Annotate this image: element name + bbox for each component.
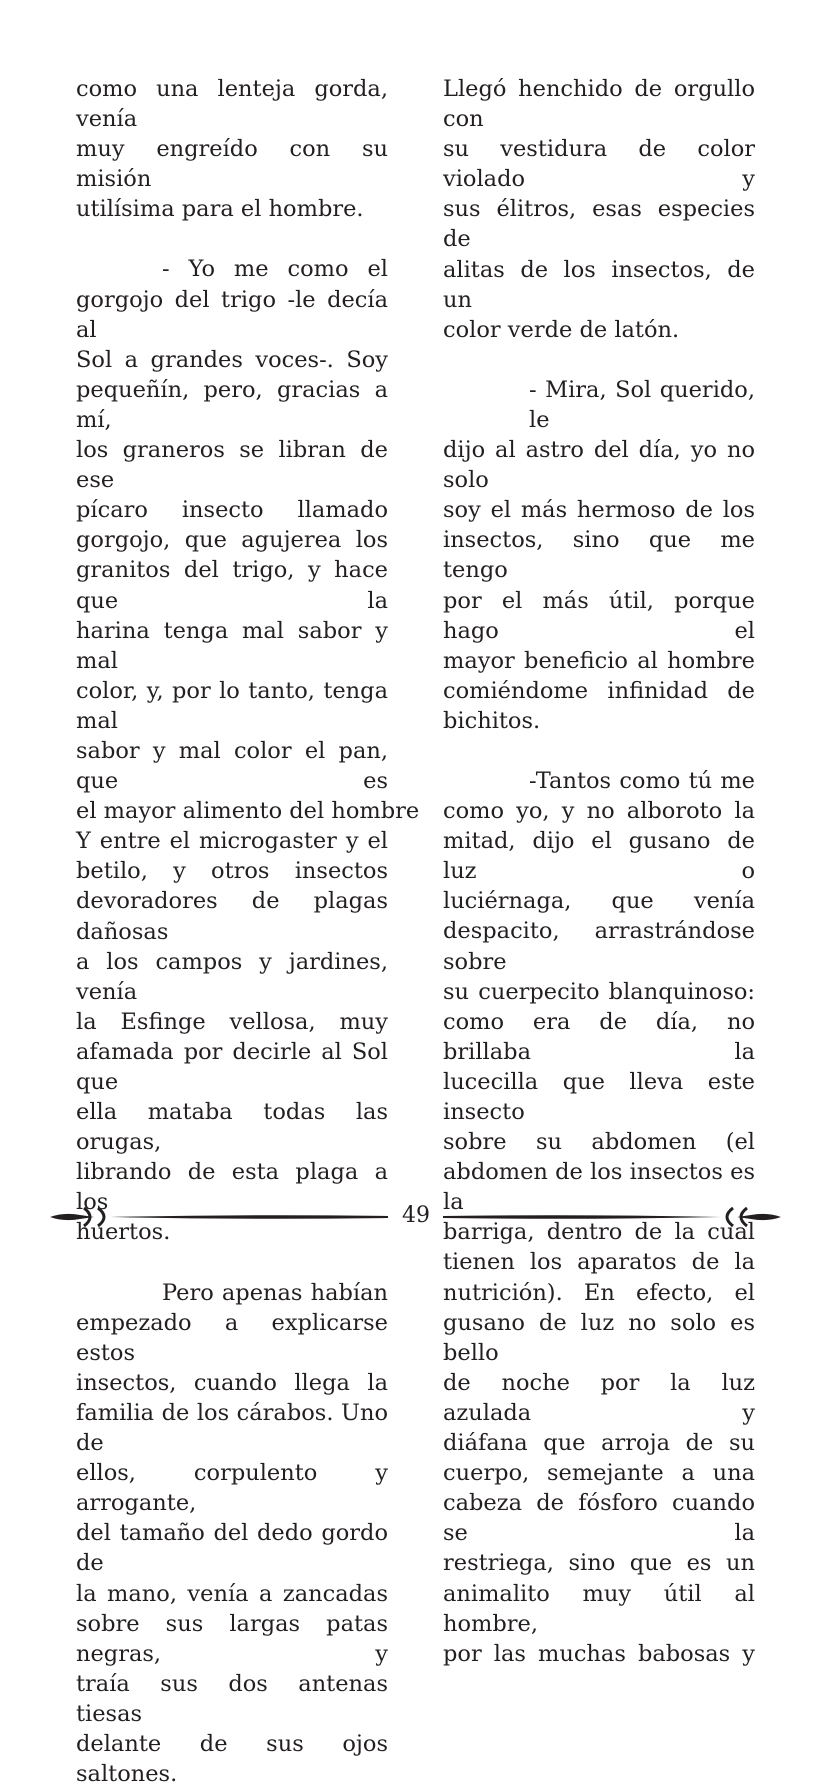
- text-line: Pero apenas habían: [162, 1279, 388, 1306]
- text-line: tienen los aparatos de la: [443, 1249, 755, 1276]
- text-line: barriga, dentro de la cual: [443, 1219, 755, 1246]
- text-line: luciérnaga, que venía: [443, 888, 755, 915]
- left-arrow-ornament-icon: [50, 1206, 388, 1228]
- text-line: por el más útil, porque hago el: [443, 587, 755, 644]
- text-line: bichitos.: [443, 707, 541, 734]
- page-footer: [0, 1198, 831, 1238]
- text-line: como una lenteja gorda, venía: [76, 76, 388, 133]
- text-line: abdomen de los insectos es la: [443, 1159, 755, 1216]
- text-line: soy el más hermoso de los: [443, 497, 755, 524]
- text-line: su vestidura de color violado y: [443, 136, 755, 193]
- text-line: diáfana que arroja de su: [443, 1430, 755, 1457]
- text-line: dijo al astro del día, yo no solo: [443, 437, 755, 494]
- text-line: muy engreído con su misión: [76, 136, 388, 193]
- text-line: traía sus dos antenas tiesas: [76, 1670, 388, 1727]
- right-arrow-ornament-icon: [443, 1206, 781, 1228]
- text-line: gusano de luz no solo es bello: [443, 1309, 755, 1366]
- text-line: delante de sus ojos saltones.: [76, 1730, 388, 1788]
- text-line: su cuerpecito blanquinoso:: [443, 978, 755, 1005]
- text-line: cabeza de fósforo cuando se la: [443, 1490, 755, 1547]
- text-line: sabor y mal color el pan, que es: [76, 737, 388, 795]
- text-line: - Yo me como el: [162, 256, 388, 283]
- text-line: - Mira, Sol querido, le: [529, 376, 755, 433]
- text-line: lucecilla que lleva este insecto: [443, 1068, 755, 1125]
- text-line: Y entre el microgaster y el: [76, 828, 388, 855]
- text-line: sus élitros, esas especies de: [443, 196, 755, 253]
- text-line: cuerpo, semejante a una: [443, 1460, 755, 1487]
- text-line: comiéndome infinidad de: [443, 677, 755, 704]
- text-line: pequeñín, pero, gracias a mí,: [76, 376, 388, 433]
- paragraph: [76, 74, 388, 224]
- text-line: despacito, arrastrándose sobre: [443, 918, 755, 975]
- text-line: nutrición). En efecto, el: [443, 1279, 755, 1306]
- text-line: la mano, venía a zancadas: [76, 1580, 388, 1607]
- text-line: devoradores de plagas dañosas: [76, 888, 388, 945]
- text-line: de noche por la luz azulada y: [443, 1369, 755, 1426]
- text-line: librando de esta plaga a los: [76, 1159, 388, 1216]
- text-line: color verde de latón.: [443, 316, 680, 343]
- text-line: la Esfinge vellosa, muy: [76, 1008, 388, 1035]
- text-line: gorgojo, que agujerea los: [76, 527, 388, 554]
- text-line: insectos, cuando llega la: [76, 1369, 388, 1396]
- text-line: huertos.: [76, 1219, 171, 1246]
- right-column: [443, 74, 755, 1669]
- text-line: betilo, y otros insectos: [76, 858, 388, 885]
- paragraph: [443, 375, 755, 736]
- paragraph: [76, 826, 388, 1247]
- text-line: pícaro insecto llamado: [76, 497, 388, 524]
- text-line: Sol a grandes voces-. Soy: [76, 346, 388, 373]
- text-line: granitos del trigo, y hace que la: [76, 557, 388, 614]
- paragraph: [443, 74, 755, 345]
- text-line: del tamaño del dedo gordo de: [76, 1520, 388, 1577]
- text-line: insectos, sino que me tengo: [443, 527, 755, 584]
- text-line: mitad, dijo el gusano de luz o: [443, 828, 755, 885]
- text-line: los graneros se libran de ese: [76, 437, 388, 494]
- text-line: mayor beneficio al hombre: [443, 647, 755, 674]
- text-line: gorgojo del trigo -le decía al: [76, 286, 388, 343]
- text-line: empezado a explicarse estos: [76, 1309, 388, 1366]
- text-line: familia de los cárabos. Uno de: [76, 1399, 388, 1457]
- text-line: restriega, sino que es un: [443, 1550, 755, 1577]
- text-line: ellos, corpulento y arrogante,: [76, 1460, 388, 1517]
- text-line: por las muchas babosas y: [443, 1640, 755, 1667]
- text-line: como era de día, no brillaba la: [443, 1008, 755, 1065]
- text-line: sobre su abdomen (el: [443, 1129, 755, 1156]
- text-line: color, y, por lo tanto, tenga mal: [76, 677, 388, 734]
- text-line: a los campos y jardines, venía: [76, 948, 388, 1005]
- paragraph: [76, 1278, 388, 1789]
- text-line: harina tenga mal sabor y mal: [76, 617, 388, 674]
- page-number: 49: [402, 1203, 430, 1228]
- text-line: sobre sus largas patas negras, y: [76, 1610, 388, 1667]
- text-line: animalito muy útil al hombre,: [443, 1580, 755, 1637]
- text-line: -Tantos como tú me: [529, 767, 755, 794]
- text-line: como yo, y no alboroto la: [443, 798, 755, 825]
- text-line: ella mataba todas las orugas,: [76, 1099, 388, 1156]
- text-line: afamada por decirle al Sol que: [76, 1038, 388, 1095]
- text-line: utilísima para el hombre.: [76, 196, 364, 223]
- text-line: alitas de los insectos, de un: [443, 256, 755, 313]
- text-line: el mayor alimento del hombre: [76, 798, 420, 825]
- paragraph: [76, 254, 420, 826]
- text-line: Llegó henchido de orgullo con: [443, 76, 755, 133]
